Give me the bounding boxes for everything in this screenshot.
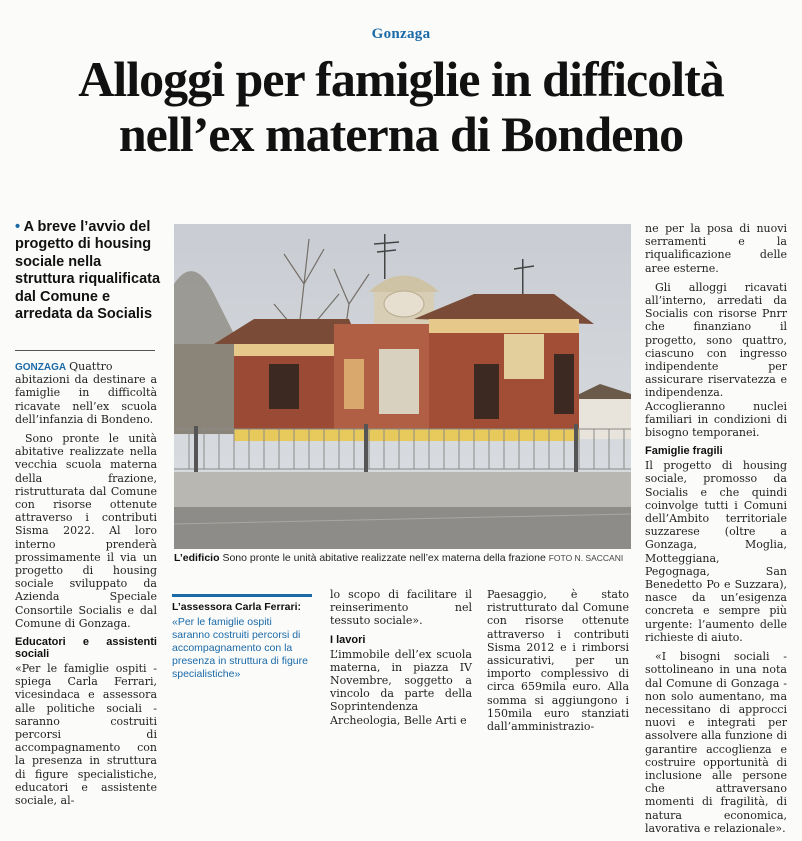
pull-quote-text: «Per le famiglie ospiti saranno costruiti percorsi di accompagnamento con la presenza in struttura di figure specialistiche»	[172, 616, 308, 680]
subheadline-text: A breve l’avvio del progetto di housing sociale nella struttura riqualificata dal Comune e arredata da Socialis	[15, 219, 161, 322]
paragraph	[15, 360, 157, 426]
section-kicker: Gonzaga	[371, 26, 431, 42]
bullet-icon: •	[15, 219, 21, 235]
column-3	[487, 588, 629, 739]
caption-label: L’edificio	[174, 552, 220, 564]
column-4	[645, 222, 787, 841]
dateline: GONZAGA	[15, 362, 67, 373]
paragraph-text: Quattro abitazioni da destinare a famiglie in difficoltà ricavate nell’ex scuola dell’infanzia di Bondeno.	[15, 360, 157, 426]
pull-quote	[172, 594, 312, 681]
article-photo	[174, 224, 631, 549]
column-2	[330, 588, 472, 733]
paragraph: Sono pronte le unità abitative realizzate nella vecchia scuola materna della frazione, ristrutturata dal Comune con risorse ottenute attraverso i contributi Sisma 2022. Al loro interno prenderà prossimamente il via un progetto di housing sociale sviluppato da Azienda Speciale Consortile Socialis e dal Comune di Gonzaga.	[15, 432, 157, 630]
paragraph: «I bisogni sociali - sottolineano in una nota dal Comune di Gonzaga - non solo aumentano, ma necessitano di approcci nuovi e integrati per assolvere alla funzione di garantire accoglienza e costruire opportunità di inclusione alle persone che attraversano momenti di fragilità, di natura economica, lavorativa e relazionale».	[645, 650, 787, 835]
section-heading: Educatori e assistenti sociali	[15, 636, 157, 661]
divider	[15, 350, 155, 351]
paragraph: lo scopo di facilitare il reinserimento nel tessuto sociale».	[330, 588, 472, 628]
headline-line-2: nell’ex materna di Bondeno	[118, 106, 684, 162]
subheadline	[15, 219, 163, 323]
headline-line-1: Alloggi per famiglie in difficoltà	[78, 51, 724, 107]
section-heading: I lavori	[330, 633, 366, 646]
paragraph: Gli alloggi ricavati all’interno, arredati da Socialis con risorse Pnrr che finanziano il progetto, sono quattro, ciascuno con ingresso indipendente per assicurare riservatezza e indipendenza. Accoglieranno nuclei familiari in condizioni di bisogno temporanei.	[645, 280, 787, 440]
paragraph: L’immobile dell’ex scuola materna, in piazza IV Novembre, soggetto a vincolo da parte della Soprintendenza Archeologia, Belle Arti e	[330, 647, 472, 727]
paragraph: «Per le famiglie ospiti - spiega Carla Ferrari, vicesindaca e assessora alle politiche sociali - saranno costruiti percorsi di accompagnamento con la presenza in struttura di figure specialistiche, educatori e assistente sociale, al-	[15, 662, 157, 808]
column-1	[15, 360, 157, 813]
photo-credit: FOTO N. SACCANI	[548, 553, 624, 563]
photo-caption	[174, 552, 634, 564]
headline	[0, 52, 802, 162]
section-heading: Famiglie fragili	[645, 445, 723, 458]
pull-quote-title: L’assessora Carla Ferrari:	[172, 601, 301, 613]
paragraph: ne per la posa di nuovi serramenti e la riqualificazione delle aree esterne.	[645, 222, 787, 275]
building-photo-illustration	[174, 224, 631, 549]
caption-text: Sono pronte le unità abitative realizzate nell’ex materna della frazione	[222, 552, 546, 564]
paragraph: Paesaggio, è stato ristrutturato dal Comune con risorse ottenute attraverso i contributi Sisma 2012 e i rimborsi assicurativi, per un importo complessivo di circa 659mila euro. Alla somma si aggiungono i 150mila euro stanziati dall’amministrazio-	[487, 588, 629, 734]
paragraph: Il progetto di housing sociale, promosso da Socialis e che quindi coinvolge tutti i Comuni dell’Ambito territoriale suzzarese (oltre a Gonzaga, Moglia, Motteggiana, Pegognaga, San Benedetto Po e Suzzara), nasce da un’esigenza concreta e sempre più urgente: l’aumento delle richieste di aiuto.	[645, 459, 787, 644]
